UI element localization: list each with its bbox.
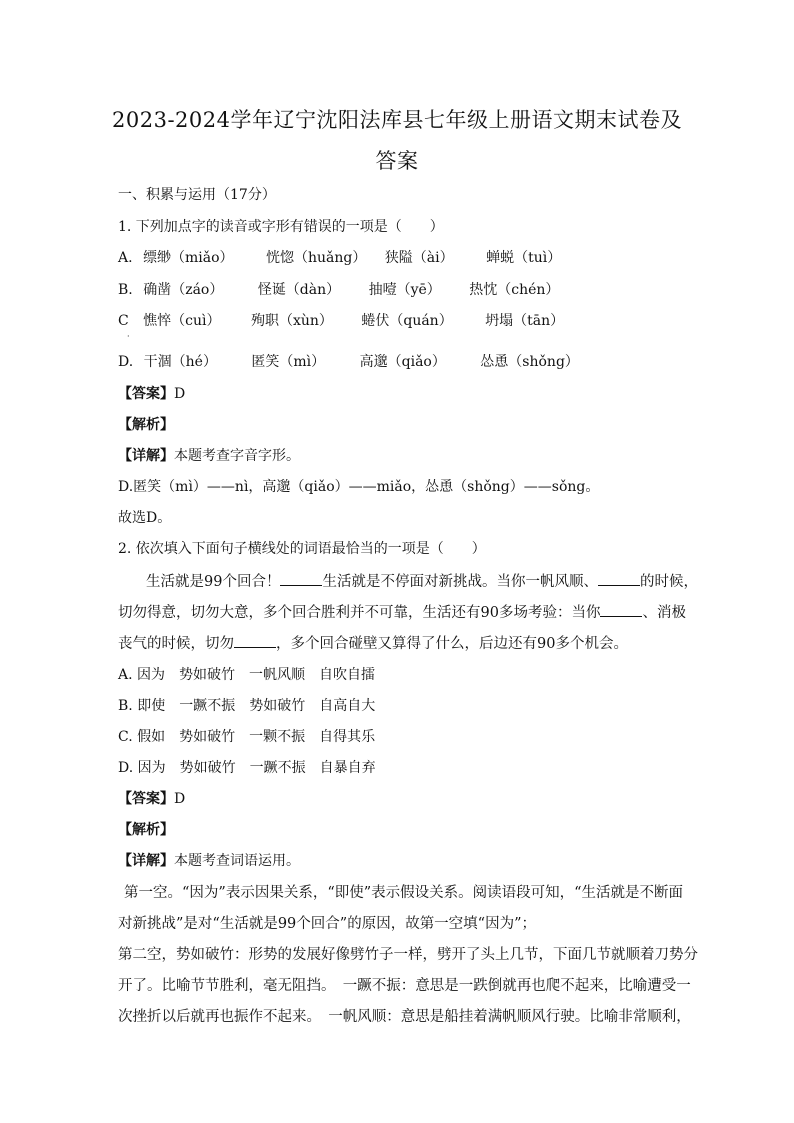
option-item: 恍惚（huǎng） xyxy=(266,250,367,266)
option-item: 抽噎（yē） xyxy=(368,282,441,298)
q1-option-d xyxy=(118,352,579,372)
option-label: B. xyxy=(118,698,133,714)
q2-explanation-5: 次挫折以后就再也振作不起来。 一帆风顺：意思是船挂着满帆顺风行驶。比喻非常顺利， xyxy=(118,1009,691,1025)
option-text: 因为 势如破竹 一蹶不振 自暴自弃 xyxy=(137,760,376,776)
q2-explanation-4: 开了。比喻节节胜利，毫无阻挡。 一蹶不振：意思是一跌倒就再也爬不起来，比喻遭受一 xyxy=(118,978,691,994)
answer-value: D xyxy=(174,386,186,402)
q2-explanation-1: 第一空。“因为”表示因果关系，“即使”表示假设关系。阅读语段可知，“生活就是不断面 xyxy=(124,885,684,901)
option-item: 怂恿（shǒng） xyxy=(480,354,579,370)
q2-option-b xyxy=(118,696,375,716)
option-item: 怪诞（dàn） xyxy=(257,282,341,298)
q2-passage-line1 xyxy=(146,571,698,592)
q1-option-b xyxy=(118,280,559,300)
passage-text: 生活就是不停面对新挑战。当你一帆风顺、 xyxy=(322,574,598,590)
option-label: C. xyxy=(118,729,133,745)
option-label: B. xyxy=(118,282,133,298)
passage-text: 丧气的时候，切勿 xyxy=(118,636,234,652)
option-label: A. xyxy=(118,250,133,266)
option-text: 假如 势如破竹 一颗不振 自得其乐 xyxy=(137,729,376,745)
detail-label: 【详解】 xyxy=(118,853,174,869)
passage-text: ，多个回合碰壁又算得了什么，后边还有90多个机会。 xyxy=(276,636,628,652)
option-item: 热忱（chén） xyxy=(469,282,560,298)
option-item: 匿笑（mì） xyxy=(251,354,326,370)
answer-label: 【答案】 xyxy=(118,791,174,807)
document-title-line2: 答案 xyxy=(375,149,419,173)
detail-text: 本题考查词语运用。 xyxy=(174,853,300,869)
dot-mark: · xyxy=(127,332,130,341)
q2-analysis-label: 【解析】 xyxy=(118,822,174,838)
q1-option-c xyxy=(118,311,564,331)
option-item: 坍塌（tān） xyxy=(485,313,565,329)
detail-label: 【详解】 xyxy=(118,448,174,464)
passage-text: 的时候， xyxy=(639,574,698,590)
option-text: 因为 势如破竹 一帆风顺 自吹自擂 xyxy=(137,667,376,683)
q2-explanation-3: 第二空，势如破竹：形势的发展好像劈竹子一样，劈开了头上几节，下面几节就顺着刀势分 xyxy=(118,947,698,963)
q2-option-c xyxy=(118,727,375,747)
question-2-stem: 2. 依次填入下面句子横线处的词语最恰当的一项是（ ） xyxy=(118,541,486,557)
option-label: D. xyxy=(118,760,134,776)
q1-analysis-label: 【解析】 xyxy=(118,417,174,433)
option-item: 缥缈（miǎo） xyxy=(143,250,234,266)
q2-passage-line3 xyxy=(118,633,628,654)
option-label: C xyxy=(118,313,129,329)
q2-passage-line2 xyxy=(118,602,686,623)
detail-text: 本题考查字音字形。 xyxy=(174,448,300,464)
option-item: 确凿（záo） xyxy=(143,282,224,298)
answer-value: D xyxy=(174,791,186,807)
option-item: 干涸（hé） xyxy=(143,354,217,370)
q1-detail xyxy=(118,446,300,466)
document-title-line1: 2023-2024学年辽宁沈阳法库县七年级上册语文期末试卷及 xyxy=(112,108,682,132)
q1-answer xyxy=(118,384,185,404)
section-heading: 一、积累与运用（17分） xyxy=(118,187,276,203)
fill-blank xyxy=(600,602,642,617)
fill-blank xyxy=(598,571,640,586)
option-label: A. xyxy=(118,667,133,683)
passage-text: 生活就是99个回合！ xyxy=(146,574,281,590)
option-label: D. xyxy=(118,354,134,370)
option-item: 蜷伏（quán） xyxy=(361,313,453,329)
option-item: 殉职（xùn） xyxy=(250,313,333,329)
option-item: 狭隘（ài） xyxy=(384,250,454,266)
passage-text: 切勿得意，切勿大意，多个回合胜利并不可靠，生活还有90多场考验：当你 xyxy=(118,605,601,621)
q1-detail-2: D.匿笑（mì）——nì，高邈（qiǎo）——miǎo，怂恿（shǒng）——sǒng。 xyxy=(118,479,600,495)
q2-detail xyxy=(118,851,300,871)
q2-option-a xyxy=(118,665,375,685)
option-text: 即使 一蹶不振 势如破竹 自高自大 xyxy=(137,698,376,714)
q2-explanation-2: 对新挑战”是对“生活就是99个回合”的原因，故第一空填“因为”； xyxy=(118,916,537,932)
fill-blank xyxy=(280,571,322,586)
option-item: 憔悴（cuì） xyxy=(143,313,221,329)
passage-text: 、消极 xyxy=(642,605,686,621)
q2-option-d xyxy=(118,758,376,778)
question-1-stem: 1. 下列加点字的读音或字形有错误的一项是（ ） xyxy=(118,219,444,235)
option-item: 高邈（qiǎo） xyxy=(359,354,446,370)
q1-conclusion: 故选D。 xyxy=(118,510,172,526)
q1-option-a xyxy=(118,248,561,268)
option-item: 蝉蜕（tuì） xyxy=(486,250,562,266)
fill-blank xyxy=(234,633,276,648)
answer-label: 【答案】 xyxy=(118,386,174,402)
q2-answer xyxy=(118,789,185,809)
